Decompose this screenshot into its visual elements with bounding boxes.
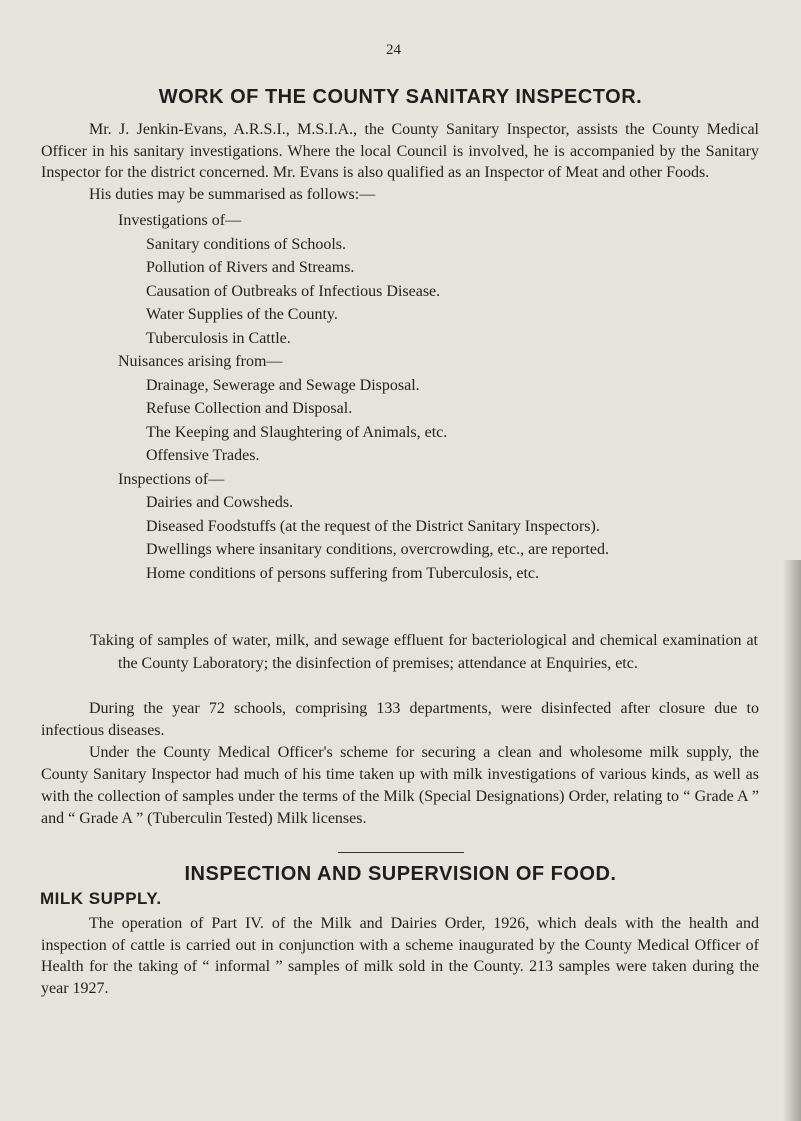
duty-item: Home conditions of persons suffering from Tuberculosis, etc. [146,564,539,582]
milk-scheme-paragraph: Under the County Medical Officer's scheme for securing a clean and wholesome milk supply, the County Sanitary Inspector had much of his time taken up with milk investigations of various kinds, as well as with the collection of samples under the terms of the Milk (Special Designations) Order, relating to “ Grade A ” and “ Grade A ” (Tuberculin Tested) Milk licenses. [41,744,759,827]
duty-item: Dwellings where insanitary conditions, overcrowding, etc., are reported. [146,541,609,558]
duty-group-heading: Inspections of— [118,470,225,488]
section-heading-sanitary-inspector: WORK OF THE COUNTY SANITARY INSPECTOR. [158,86,643,108]
schools-paragraph: During the year 72 schools, comprising 133 departments, were disinfected after closure due to infectious diseases. [41,700,759,739]
intro-paragraph: Mr. J. Jenkin-Evans, A.R.S.I., M.S.I.A., the County Sanitary Inspector, assists the County Medical Officer in his sanitary investigations. Where the local Council is involved, he is accompanied by the Sanitary Inspector for the district concerned. Mr. Evans is also qualified as an Inspector of Meat and other Foods. [41,121,759,182]
subheading-milk-supply: MILK SUPPLY. [40,889,162,908]
duty-item: Sanitary conditions of Schools. [146,235,346,253]
sampling-paragraph: Taking of samples of water, milk, and sewage effluent for bacteriological and chemical examination at the County Laboratory; the disinfection of premises; attendance at Enquiries, etc. [90,632,758,672]
duty-item: Pollution of Rivers and Streams. [146,259,355,276]
duty-item: The Keeping and Slaughtering of Animals, etc. [146,423,448,441]
page-edge-shadow [783,560,801,1121]
duties-lead-in: His duties may be summarised as follows:— [89,185,376,203]
duty-item: Diseased Foodstuffs (at the request of the District Sanitary Inspectors). [146,517,600,535]
duty-item: Offensive Trades. [146,447,260,464]
milk-supply-block [41,913,759,999]
duty-item: Water Supplies of the County. [146,306,338,323]
duty-item: Dairies and Cowsheds. [146,494,294,511]
duty-item: Drainage, Sewerage and Sewage Disposal. [146,376,420,394]
section-divider [338,852,464,853]
duty-item: Causation of Outbreaks of Infectious Disease. [146,282,441,300]
duty-group-heading: Investigations of— [118,212,242,229]
milk-supply-paragraph: The operation of Part IV. of the Milk and Dairies Order, 1926, which deals with the health and inspection of cattle is carried out in conjunction with a scheme inaugurated by the County Medical Officer of Health for the taking of “ informal ” samples of milk sold in the County. 213 samples were taken during the year 1927. [41,915,759,997]
sampling-block [90,629,758,675]
page-number: 24 [386,42,401,58]
duty-item: Refuse Collection and Disposal. [146,400,353,417]
duties-list [118,209,768,585]
duty-group-heading: Nuisances arising from— [118,353,283,370]
duty-item: Tuberculosis in Cattle. [146,329,291,347]
section-heading-food-inspection: INSPECTION AND SUPERVISION OF FOOD. [184,863,617,885]
intro-block [41,119,759,205]
body-block [41,698,759,830]
